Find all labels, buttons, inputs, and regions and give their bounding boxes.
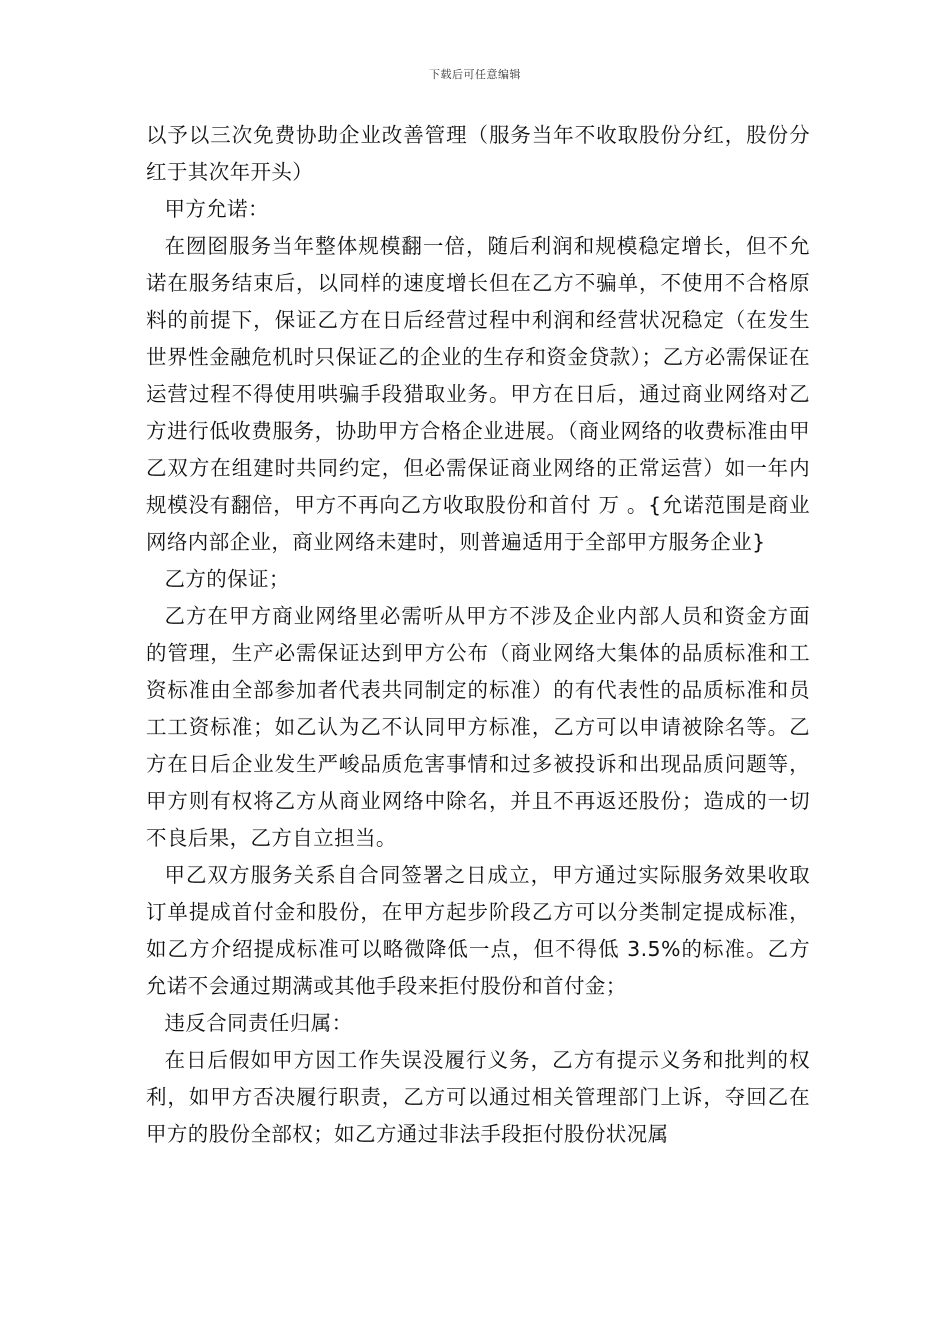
paragraph-breach-liability: 在日后假如甲方因工作失误没履行义务，乙方有提示义务和批判的权利，如甲方否决履行职责，乙方可以通过相关管理部门上诉，夺回乙在甲方的股份全部权；如乙方通过非法手段拒付股份状况属 (146, 1048, 810, 1146)
document-body (146, 117, 810, 1153)
paragraph-service-relationship: 甲乙双方服务关系自合同签署之日成立，甲方通过实际服务效果收取订单提成首付金和股份，在甲方起步阶段乙方可以分类制定提成标准，如乙方介绍提成标准可以略微降低一点，但不得低 3.5%的标准。乙方允诺不会通过期满或其他手段来拒付股份和首付金； (146, 863, 810, 998)
heading-breach-liability: 违反合同责任归属： (164, 1011, 353, 1035)
paragraph-intro: 以予以三次免费协助企业改善管理（服务当年不收取股份分红，股份分红于其次年开头） (146, 123, 810, 184)
page-header: 下载后可任意编辑 (429, 68, 521, 81)
heading-party-b-guarantee: 乙方的保证； (164, 567, 290, 591)
paragraph-party-a-commitment: 在囫囵服务当年整体规模翻一倍，随后利润和规模稳定增长，但不允诺在服务结束后，以同样的速度增长但在乙方不骗单，不使用不合格原料的前提下，保证乙方在日后经营过程中利润和经营状况稳定（在发生世界性金融危机时只保证乙的企业的生存和资金贷款）；乙方必需保证在运营过程不得使用哄骗手段猎取业务。甲方在日后，通过商业网络对乙方进行低收费服务，协助甲方合格企业进展。（商业网络的收费标准由甲乙双方在组建时共同约定，但必需保证商业网络的正常运营）如一年内规模没有翻倍，甲方不再向乙方收取股份和首付 万 。{允诺范围是商业网络内部企业，商业网络未建时，则普遍适用于全部甲方服务企业} (146, 234, 810, 554)
heading-party-a-commitment: 甲方允诺： (164, 197, 269, 221)
paragraph-party-b-guarantee: 乙方在甲方商业网络里必需听从甲方不涉及企业内部人员和资金方面的管理，生产必需保证达到甲方公布（商业网络大集体的品质标准和工资标准由全部参加者代表共同制定的标准）的有代表性的品质标准和员工工资标准；如乙认为乙不认同甲方标准，乙方可以申请被除名等。乙方在日后企业发生严峻品质危害事情和过多被投诉和出现品质问题等，甲方则有权将乙方从商业网络中除名，并且不再返还股份；造成的一切不良后果，乙方自立担当。 (146, 604, 810, 850)
